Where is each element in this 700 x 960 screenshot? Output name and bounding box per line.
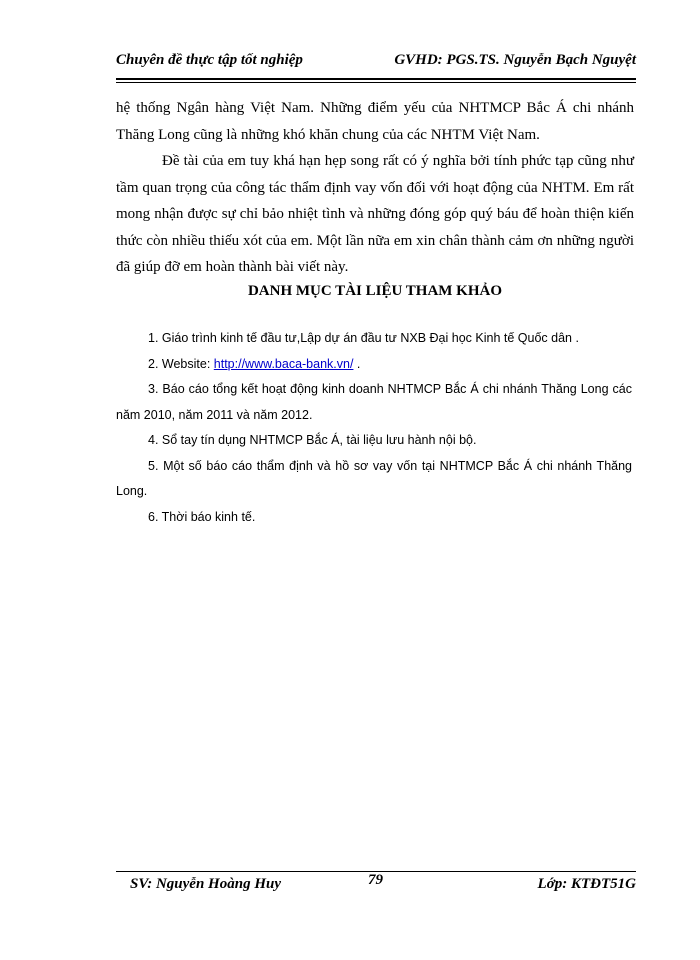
- reference-item-6: 6. Thời báo kinh tế.: [148, 509, 256, 524]
- reference-item-4: 4. Sổ tay tín dụng NHTMCP Bắc Á, tài liệu lưu hành nội bộ.: [148, 433, 477, 447]
- references-heading: DANH MỤC TÀI LIỆU THAM KHẢO: [247, 283, 503, 299]
- website-link[interactable]: http://www.baca-bank.vn/: [213, 356, 354, 371]
- body-paragraph-1: [116, 95, 634, 148]
- header-rule-thin: [116, 82, 636, 83]
- reference-item-2-prefix: 2. Website:: [148, 356, 214, 371]
- body-paragraph-2: [116, 148, 634, 281]
- footer-class: Lớp: KTĐT51G: [537, 876, 636, 892]
- page-number: 79: [368, 872, 383, 888]
- references-list: [116, 326, 632, 530]
- reference-item-2-suffix: .: [353, 356, 361, 371]
- reference-item-5: 5. Một số báo cáo thẩm định và hồ sơ vay vốn tại NHTMCP Bắc Á chi nhánh Thăng Long.: [116, 458, 632, 498]
- header-rule-thick: [116, 78, 636, 80]
- reference-item-1: 1. Giáo trình kinh tế đầu tư,Lập dự án đầu tư NXB Đại học Kinh tế Quốc dân .: [148, 331, 579, 345]
- paragraph-text: hệ thống Ngân hàng Việt Nam. Những điểm yếu của NHTMCP Bắc Á chi nhánh Thăng Long cũng là những khó khăn chung của các NHTM Việt Nam.: [116, 100, 634, 143]
- reference-item-2: [116, 352, 632, 378]
- paragraph-text: Đề tài của em tuy khá hạn hẹp song rất có ý nghĩa bởi tính phức tạp cũng như tầm quan trọng của công tác thẩm định vay vốn đối với hoạt động của NHTM. Em rất mong nhận được sự chỉ bảo nhiệt tình và những đóng góp quý báu để hoàn thiện kiến thức còn nhiều thiếu xót của em. Một lần nữa em xin chân thành cảm ơn những người đã giúp đỡ em hoàn thành bài viết này.: [116, 153, 634, 275]
- page-header: [116, 52, 636, 78]
- footer-student: SV: Nguyễn Hoàng Huy: [130, 876, 281, 892]
- page-footer: [116, 874, 636, 898]
- header-document-type: Chuyên đề thực tập tốt nghiệp: [116, 52, 303, 68]
- header-advisor: GVHD: PGS.TS. Nguyễn Bạch Nguyệt: [394, 52, 636, 68]
- reference-item-3: 3. Báo cáo tổng kết hoạt động kinh doanh NHTMCP Bắc Á chi nhánh Thăng Long các năm 2010, năm 2011 và năm 2012.: [116, 382, 632, 422]
